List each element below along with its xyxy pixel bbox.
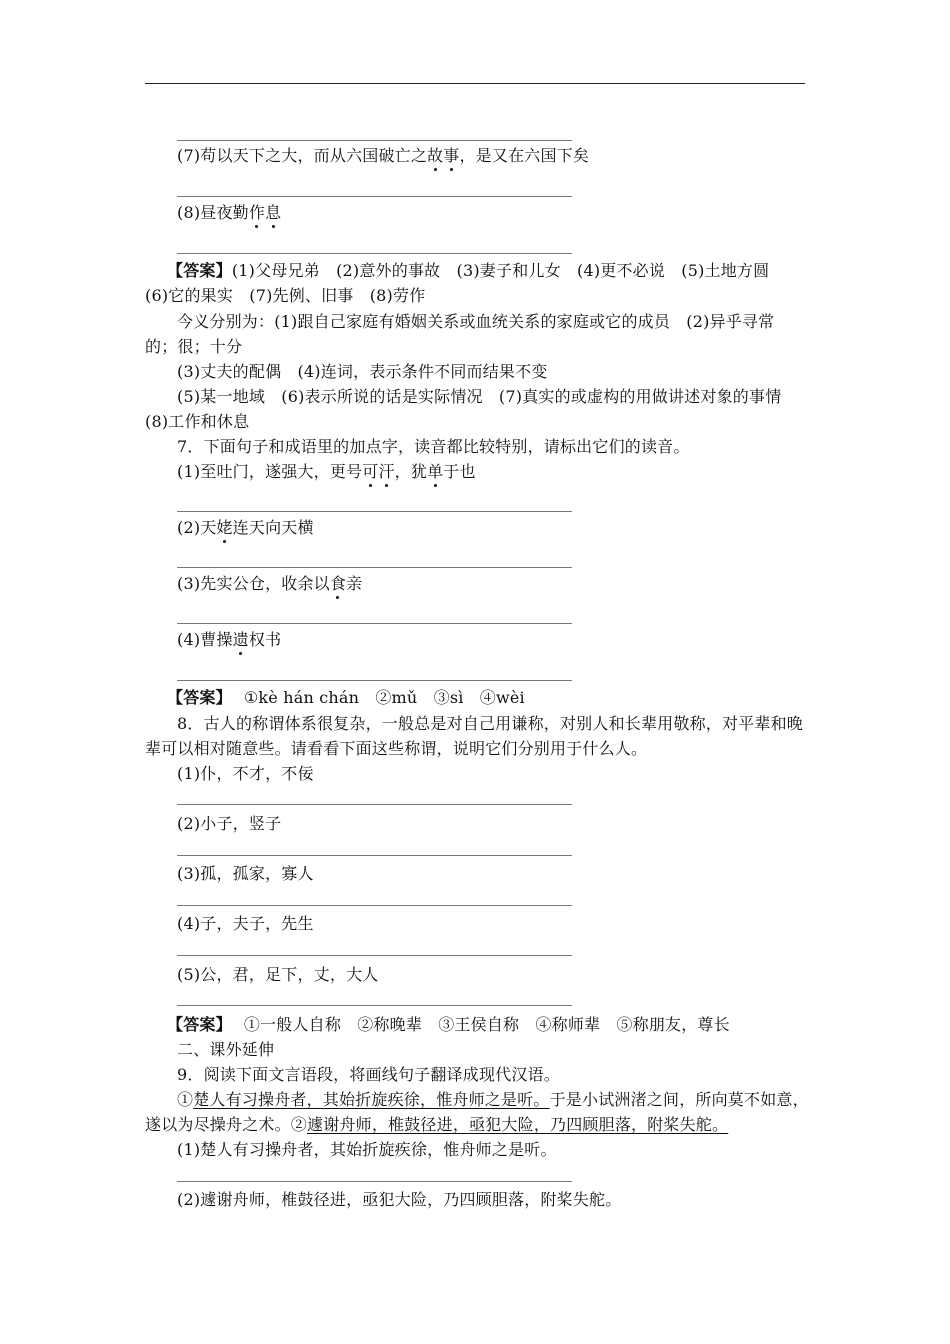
answer-blank[interactable] xyxy=(177,905,572,906)
answer-blank[interactable] xyxy=(177,196,572,197)
q9-sentence-1: (1)楚人有习操舟者，其始折旋疾徐，惟舟师之是听。 xyxy=(177,1140,557,1159)
emphasis-char: 遗 xyxy=(232,630,249,649)
answer-blank[interactable] xyxy=(177,680,572,681)
q8-prompt-line-1: 8．古人的称谓体系很复杂，一般总是对自己用谦称，对别人和长辈用敬称，对平辈和晚 xyxy=(177,714,803,733)
answer-blank[interactable] xyxy=(177,140,572,141)
q6-modern-line-3: (3)丈夫的配偶 (4)连词，表示条件不同而结果不变 xyxy=(177,362,548,381)
q8-item-5: (5)公，君，足下，丈，大人 xyxy=(177,965,379,984)
answer-blank[interactable] xyxy=(177,855,572,856)
emphasis-char: 事 xyxy=(443,146,460,165)
answer-tag: 【答案】 xyxy=(167,261,232,280)
q8-prompt-line-2: 辈可以相对随意些。请看看下面这些称谓，说明它们分别用于什么人。 xyxy=(145,739,648,758)
emphasis-char: 故 xyxy=(427,146,444,165)
q7-item-4: (4)曹操遗权书 xyxy=(177,630,282,649)
answer-blank[interactable] xyxy=(177,567,572,568)
q9-passage-line-1: ①楚人有习操舟者，其始折旋疾徐，惟舟师之是听。于是小试洲渚之间，所向莫不如意， xyxy=(177,1090,809,1109)
answer-tag: 【答案】 xyxy=(167,1015,232,1034)
answer-blank[interactable] xyxy=(177,623,572,624)
q9-prompt: 9．阅读下面文言语段，将画线句子翻译成现代汉语。 xyxy=(177,1065,560,1084)
q6-item-7: (7)苟以天下之大，而从六国破亡之故事，是又在六国下矣 xyxy=(177,146,590,165)
q6-modern-line-5: (8)工作和休息 xyxy=(145,412,250,431)
section-heading: 二、课外延伸 xyxy=(177,1040,275,1059)
underlined-sentence: 遽谢舟师，椎鼓径进，亟犯大险，乃四顾胆落，附桨失舵。 xyxy=(307,1115,729,1134)
emphasis-char: 单 xyxy=(427,462,444,481)
emphasis-char: 息 xyxy=(265,203,282,222)
q6-answer-line-1: 【答案】(1)父母兄弟 (2)意外的事故 (3)妻子和儿女 (4)更不必说 (5)土地方圆 xyxy=(167,261,770,280)
answer-blank[interactable] xyxy=(177,511,572,512)
answer-blank[interactable] xyxy=(177,955,572,956)
emphasis-char: 作 xyxy=(248,203,266,222)
q7-answer: 【答案】 ①kè hán chán ②mǔ ③sì ④wèi xyxy=(167,688,525,707)
answer-blank[interactable] xyxy=(177,1005,572,1006)
emphasis-char: 姥 xyxy=(216,518,233,537)
q7-item-2: (2)天姥连天向天横 xyxy=(177,518,314,537)
emphasis-char: 可 xyxy=(362,462,379,481)
q9-sentence-2: (2)遽谢舟师，椎鼓径进，亟犯大险，乃四顾胆落，附桨失舵。 xyxy=(177,1190,622,1209)
q7-prompt: 7．下面句子和成语里的加点字，读音都比较特别，请标出它们的读音。 xyxy=(177,437,690,456)
q6-modern-line-2: 的；很；十分 xyxy=(145,337,243,356)
q7-item-1: (1)至吐门，遂强大，更号可汗，犹单于也 xyxy=(177,462,476,481)
q6-item-8: (8)昼夜勤作息 xyxy=(177,203,282,222)
q8-item-4: (4)子，夫子，先生 xyxy=(177,914,314,933)
q8-item-2: (2)小子，竖子 xyxy=(177,814,282,833)
answer-blank[interactable] xyxy=(177,804,572,805)
q7-item-3: (3)先实公仓，收余以食亲 xyxy=(177,574,363,593)
q8-answer: 【答案】 ①一般人自称 ②称晚辈 ③王侯自称 ④称师辈 ⑤称朋友，尊长 xyxy=(167,1015,730,1034)
answer-blank[interactable] xyxy=(177,253,572,254)
q9-passage-line-2: 遂以为尽操舟之术。②遽谢舟师，椎鼓径进，亟犯大险，乃四顾胆落，附桨失舵。 xyxy=(145,1115,729,1134)
q8-item-3: (3)孤，孤家，寡人 xyxy=(177,864,314,883)
answer-tag: 【答案】 xyxy=(167,688,232,707)
q6-answer-line-2: (6)它的果实 (7)先例、旧事 (8)劳作 xyxy=(145,286,426,305)
emphasis-char: 食 xyxy=(329,574,347,593)
answer-blank[interactable] xyxy=(177,1181,572,1182)
q6-modern-line-1: 今义分别为：(1)跟自己家庭有婚姻关系或血统关系的家庭或它的成员 (2)异乎寻常 xyxy=(177,312,775,331)
emphasis-char: 汗 xyxy=(378,462,395,481)
q8-item-1: (1)仆，不才，不佞 xyxy=(177,764,314,783)
header-rule xyxy=(145,83,805,84)
underlined-sentence: 楚人有习操舟者，其始折旋疾徐，惟舟师之是听。 xyxy=(193,1090,550,1109)
q6-modern-line-4: (5)某一地域 (6)表示所说的话是实际情况 (7)真实的或虚构的用做讲述对象的事情 xyxy=(177,387,782,406)
